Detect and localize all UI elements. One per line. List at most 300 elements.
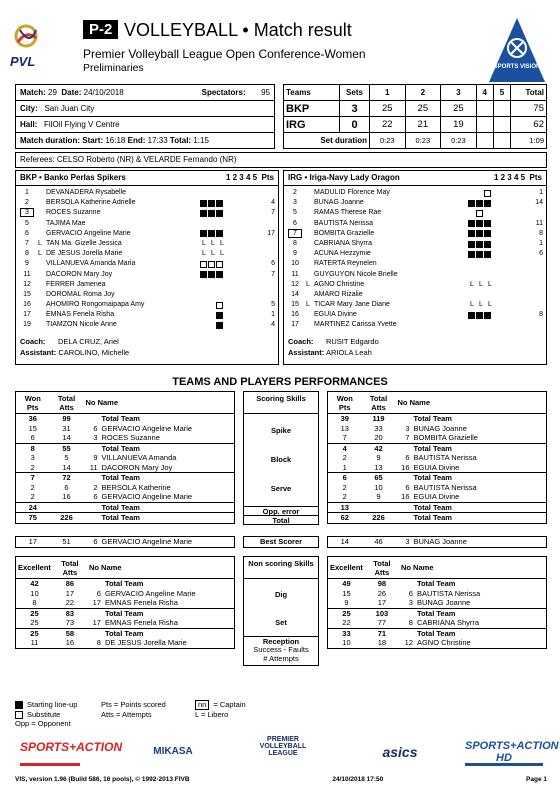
player-points: 8: [539, 311, 543, 319]
player-number: [396, 414, 412, 424]
total-attempts: 46: [374, 537, 383, 546]
libero-set-mark: L: [488, 301, 492, 309]
player-row: [284, 290, 546, 300]
no-header: No: [88, 563, 99, 572]
player-points: [258, 219, 278, 229]
libero-flag: [38, 280, 46, 290]
player-name: BERSOLA Katherine: [101, 482, 171, 492]
performances-title: TEAMS AND PLAYERS PERFORMANCES: [172, 376, 388, 388]
performance-row: [328, 618, 547, 628]
libero-flag: [306, 208, 314, 218]
player-points: [258, 249, 278, 259]
starter-square-icon: [468, 200, 475, 207]
player-row: [16, 208, 278, 218]
libero-flag: [38, 270, 46, 280]
best-scorer-row: [15, 536, 235, 548]
col-header: Won Pts: [328, 392, 362, 414]
performance-row: [16, 628, 235, 638]
libero-flag: [38, 208, 46, 218]
duration-label: Match duration:: [20, 136, 80, 145]
won-points: 2: [30, 482, 35, 492]
total-label: Total:: [169, 136, 192, 145]
set-duration: [493, 133, 510, 149]
substitute-square-icon: [216, 302, 223, 309]
hall-value: FilOil Flying V Centre: [44, 120, 120, 129]
empty-set-slot: [208, 312, 215, 319]
team-b-player-list: [284, 186, 546, 331]
player-name: DACORON Mary Joy: [101, 462, 173, 472]
libero-flag: [306, 249, 314, 259]
player-points: [258, 188, 278, 198]
total-attempts: 119: [372, 414, 385, 423]
player-number: 12: [23, 280, 31, 288]
substitute-square-icon: [216, 261, 223, 268]
team-code: IRG: [284, 117, 340, 133]
player-number: [87, 579, 103, 589]
player-name: EMNAS Fenela Risha: [104, 618, 178, 627]
total-attempts: 99: [62, 414, 71, 423]
player-name: BERSOLA Katherine Adrielle: [46, 199, 136, 207]
starter-square-icon: [15, 701, 23, 709]
total-attempts: 17: [65, 588, 75, 598]
player-points: 11: [535, 219, 543, 227]
player-number: [396, 502, 412, 513]
performance-row: [328, 638, 547, 648]
player-number: 16: [401, 462, 410, 472]
player-number: 9: [93, 453, 98, 462]
player-sets: [200, 280, 258, 290]
player-name: RAMAS Therese Rae: [314, 209, 382, 217]
player-row: [16, 229, 278, 239]
performance-row: [16, 453, 235, 463]
performance-table: [15, 556, 235, 649]
player-points: [258, 290, 278, 300]
player-name: DEVANADERA Rysabelle: [46, 189, 127, 196]
starter-square-icon: [200, 200, 207, 207]
no-header: No: [85, 398, 96, 407]
total-attempts: 83: [65, 608, 75, 618]
player-name: AHOMIRO Rongomaipapa Amy: [46, 301, 145, 309]
total-attempts: 103: [375, 608, 389, 618]
player-points: 1: [539, 189, 543, 196]
name-header: Name: [413, 563, 434, 572]
total-attempts: 10: [374, 482, 383, 492]
player-sets: [468, 239, 526, 249]
player-sets: [200, 300, 258, 310]
libero-flag: [306, 259, 314, 269]
player-name: Total Team: [413, 414, 452, 423]
won-points: 25: [30, 608, 39, 618]
player-name: BUNAG Joanne: [413, 423, 467, 433]
libero-set-mark: L: [220, 239, 224, 247]
total-attempts: [50, 502, 84, 513]
won-points: 2: [342, 482, 347, 492]
set-duration-label: Set duration: [284, 133, 370, 149]
player-number: 3: [93, 433, 98, 442]
team-a-roster: [15, 170, 279, 365]
player-number: 6: [93, 492, 98, 501]
total-attempts: 72: [62, 473, 71, 482]
player-sets: [468, 259, 526, 269]
coach-label: Coach:: [288, 337, 314, 346]
set-duration: 0:23: [441, 133, 477, 149]
performance-row: [16, 589, 235, 599]
player-name: MARTINEZ Carissa Yvette: [314, 321, 397, 329]
total-attempts: 20: [374, 433, 383, 442]
libero-set-mark: L: [220, 250, 224, 258]
performance-row: [328, 492, 547, 502]
player-points: 7: [271, 209, 275, 217]
skill-label: Spike: [270, 426, 291, 435]
player-row: [284, 229, 546, 239]
set-score: [476, 117, 493, 133]
skill-label: Reception: [244, 636, 318, 646]
total-attempts: 98: [377, 579, 387, 588]
player-number: 12: [404, 638, 413, 647]
starter-square-icon: [216, 200, 223, 207]
player-sets: [200, 270, 258, 280]
libero-flag: [38, 219, 46, 229]
won-points: 10: [30, 588, 39, 598]
name-header: Name: [409, 398, 431, 407]
player-sets: [468, 310, 526, 320]
player-row: [16, 300, 278, 310]
player-number: 10: [291, 260, 299, 268]
player-points: 5: [271, 301, 275, 309]
player-number: 8: [293, 239, 297, 247]
player-row: [16, 290, 278, 300]
won-points: 15: [342, 588, 351, 598]
starter-square-icon: [468, 220, 475, 227]
team-code: BKP: [284, 101, 340, 117]
performance-row: [328, 424, 547, 434]
total-attempts: 42: [374, 443, 383, 453]
start-label: Start:: [82, 136, 104, 145]
won-points: 14: [340, 537, 349, 546]
player-name: Total Team: [413, 473, 452, 482]
won-points: 2: [342, 453, 347, 462]
player-number: 8: [408, 618, 413, 627]
assistant-label: Assistant:: [288, 348, 325, 357]
player-sets: [468, 219, 526, 229]
team-b-assistant: ARIOLA Leah: [325, 348, 372, 357]
player-row: [16, 188, 278, 198]
won-points: 2: [30, 462, 35, 472]
player-points: [258, 280, 278, 290]
total-attempts: 55: [62, 443, 71, 453]
footer-version: VIS, version 1.96 (Build 586, 16 pools), © 1992-2013 FIVB: [15, 776, 190, 783]
starter-square-icon: [484, 230, 491, 237]
player-number: 3: [293, 199, 297, 207]
player-number: 17: [291, 321, 299, 329]
player-row: [284, 208, 546, 218]
assistant-label: Assistant:: [20, 348, 57, 357]
starter-square-icon: [216, 230, 223, 237]
starter-square-icon: [484, 220, 491, 227]
won-points: 22: [342, 618, 351, 627]
player-row: [284, 239, 546, 249]
pvl-logo-text: PVL: [10, 54, 36, 69]
score-row: [284, 101, 547, 117]
skill-label: Opp. error: [244, 506, 318, 516]
player-sets: [468, 188, 526, 198]
player-sets: [200, 320, 258, 330]
performance-row: [16, 424, 235, 434]
player-name: AGNO Christine: [314, 280, 365, 288]
starter-square-icon: [216, 312, 223, 319]
player-name: BUNAG Joanne: [416, 598, 471, 607]
performance-row: [328, 502, 547, 513]
best-scorer-label: Best Scorer: [243, 536, 319, 548]
won-points: 2: [30, 492, 35, 501]
player-number: 8: [96, 638, 101, 647]
starter-square-icon: [484, 241, 491, 248]
player-name: Total Team: [104, 579, 144, 588]
spectators-label: Spectators:: [201, 88, 246, 97]
player-name: VILLANUEVA Amanda Maria: [46, 260, 136, 268]
total-attempts: 26: [377, 588, 387, 598]
score-header: Total: [511, 85, 547, 101]
libero-flag: L: [38, 250, 42, 258]
player-name: AMARO Rizalie: [314, 290, 363, 298]
substitute-square-icon: [200, 261, 207, 268]
player-name: Total Team: [413, 502, 452, 512]
player-points: 4: [271, 199, 275, 207]
player-number: 14: [291, 290, 299, 298]
starter-square-icon: [208, 271, 215, 278]
won-points: 11: [30, 638, 39, 647]
player-name: MADULID Florence May: [314, 189, 390, 196]
legend: Starting line-up Pts = Points scored nn = Captain Substitute Atts = Attempts L = Libero Opp = Opponent: [15, 700, 246, 728]
player-sets: [200, 239, 258, 249]
sets-won: 3: [340, 101, 370, 117]
sponsor-logo-asics: asics: [382, 744, 418, 760]
score-header: 4: [476, 85, 493, 101]
empty-set-slot: [468, 210, 475, 217]
won-points: 8: [32, 598, 37, 607]
player-number: 11: [23, 270, 31, 278]
player-points: 6: [271, 260, 275, 268]
sets-won: 0: [340, 117, 370, 133]
starter-square-icon: [468, 312, 475, 319]
set-duration: [476, 133, 493, 149]
player-name: BUNAG Joanne: [413, 537, 467, 546]
player-number: 9: [293, 250, 297, 258]
player-number: 6: [408, 588, 413, 598]
set-score: 22: [370, 117, 406, 133]
player-row: [16, 320, 278, 330]
legend-opponent: Opp = Opponent: [15, 719, 71, 728]
scoring-skills-column: [243, 391, 319, 525]
set-score: [493, 117, 510, 133]
skill-label: Success - Faults: [253, 645, 309, 654]
performance-row: [16, 598, 235, 608]
won-points: 49: [342, 579, 351, 588]
legend-points: Pts = Points scored: [101, 700, 166, 709]
player-name: DACORON Mary Joy: [46, 270, 113, 278]
libero-flag: [306, 270, 314, 280]
col-header: [399, 557, 547, 579]
col-header: Total Atts: [362, 392, 396, 414]
player-row: [16, 310, 278, 320]
player-name: BUNAG Joanne: [314, 199, 364, 207]
player-sets: [468, 300, 526, 310]
player-points: [526, 300, 546, 310]
starter-square-icon: [468, 230, 475, 237]
player-number: 17: [23, 311, 31, 319]
won-points: 7: [30, 473, 35, 482]
player-number: [84, 502, 100, 513]
libero-set-mark: L: [479, 301, 483, 309]
skill-label: # Attempts: [263, 654, 299, 663]
player-points: [526, 259, 546, 269]
set-score: [476, 101, 493, 117]
sets-header: 1 2 3 4 5: [493, 173, 526, 182]
player-name: BAUTISTA Nerissa: [416, 588, 481, 598]
starter-square-icon: [216, 271, 223, 278]
substitute-square-icon: [15, 711, 23, 719]
libero-flag: [306, 239, 314, 249]
total-attempts: 14: [62, 433, 71, 442]
performance-row: [328, 579, 547, 589]
col-header: Excellent: [328, 557, 365, 579]
player-number: [84, 473, 100, 483]
player-name: GERVACIO Angeline Marie: [101, 537, 193, 546]
total-attempts: [362, 502, 396, 513]
player-points: [258, 239, 278, 249]
match-number: 29: [48, 88, 57, 97]
won-points: 39: [340, 414, 349, 423]
total-attempts: 226: [372, 513, 385, 522]
spectators-count: 95: [261, 88, 270, 97]
performance-table: [327, 391, 547, 524]
set-score: 25: [441, 101, 477, 117]
won-points: 33: [342, 628, 351, 638]
player-number: 3: [20, 208, 34, 217]
player-number: 2: [25, 199, 29, 207]
won-points: 24: [28, 502, 37, 512]
col-header: Total Atts: [365, 557, 399, 579]
won-points: 8: [30, 443, 35, 453]
total-attempts: 73: [65, 618, 75, 627]
player-number: [396, 513, 412, 524]
player-number: [396, 473, 412, 483]
player-points: 14: [535, 199, 543, 207]
total-attempts: 14: [62, 462, 71, 472]
set-score: 19: [441, 117, 477, 133]
performance-row: [16, 414, 235, 424]
name-header: Name: [97, 398, 119, 407]
player-name: BAUTISTA Nerissa: [314, 219, 373, 227]
starter-square-icon: [484, 200, 491, 207]
won-points: 15: [28, 423, 37, 433]
team-a-player-list: [16, 186, 278, 331]
player-sets: [200, 208, 258, 218]
player-number: [399, 628, 415, 638]
player-row: [16, 219, 278, 229]
starter-square-icon: [476, 251, 483, 258]
performance-row: [16, 502, 235, 513]
starter-square-icon: [200, 271, 207, 278]
competition-name: Premier Volleyball League Open Conference-Women: [83, 47, 366, 61]
empty-set-slot: [200, 302, 207, 309]
sports-vision-logo-text: SPORTS VISION: [493, 64, 541, 70]
set-duration: 0:23: [370, 133, 406, 149]
starter-square-icon: [208, 200, 215, 207]
player-name: GERVACIO Angeline Marie: [101, 492, 193, 501]
player-row: [284, 188, 546, 198]
skill-label: Serve: [270, 484, 292, 493]
libero-set-mark: L: [479, 280, 483, 288]
player-name: ROCES Suzanne: [101, 433, 160, 442]
set-score: 25: [405, 101, 441, 117]
libero-flag: [306, 290, 314, 300]
total-attempts: 31: [62, 423, 71, 433]
empty-set-slot: [468, 190, 475, 197]
player-name: DOROMAL Roma Joy: [46, 290, 115, 298]
player-number: 5: [25, 219, 29, 227]
player-name: Total Team: [101, 513, 140, 522]
libero-set-mark: L: [211, 239, 215, 247]
performance-row: [328, 608, 547, 618]
player-name: GUYGUYON Nicole Brielle: [314, 270, 398, 278]
coach-label: Coach:: [20, 337, 46, 346]
player-points: [526, 320, 546, 330]
legend-substitute: Substitute: [27, 710, 61, 719]
player-number: [396, 443, 412, 453]
player-name: Total Team: [413, 443, 452, 453]
substitute-square-icon: [484, 190, 491, 197]
player-sets: [200, 229, 258, 239]
skill-label: Dig: [274, 590, 288, 599]
total-attempts: 86: [65, 579, 75, 588]
starter-square-icon: [200, 230, 207, 237]
won-points: 6: [342, 473, 347, 482]
city-value: San Juan City: [44, 104, 95, 113]
skill-label: Set: [275, 618, 287, 627]
performance-row: [328, 483, 547, 493]
player-number: 7: [405, 433, 410, 442]
total-points: 75: [511, 101, 547, 117]
empty-set-slot: [484, 210, 491, 217]
won-points: 13: [340, 423, 349, 433]
no-header: No: [397, 398, 408, 407]
player-row: [284, 198, 546, 208]
player-name: TIAMZON Nicole Anne: [46, 321, 117, 329]
player-number: 6: [293, 219, 297, 227]
player-number: 1: [25, 189, 29, 196]
player-number: [399, 579, 415, 589]
player-number: 7: [25, 239, 29, 247]
player-number: 16: [401, 492, 410, 501]
starter-square-icon: [468, 251, 475, 258]
score-header: 2: [405, 85, 441, 101]
city-label: City:: [20, 104, 38, 113]
substitute-square-icon: [476, 210, 483, 217]
sponsor-logo-pvl: PREMIER VOLLEYBALL LEAGUE: [259, 736, 307, 757]
player-number: 7: [288, 229, 302, 238]
won-points: 7: [342, 433, 347, 442]
won-points: 62: [340, 513, 349, 522]
total-attempts: 18: [377, 638, 387, 647]
player-row: [16, 239, 278, 249]
performance-table: [15, 391, 235, 524]
player-row: [16, 259, 278, 269]
sponsor-text: SPORTS+ACTION HD: [465, 740, 559, 764]
player-row: [16, 270, 278, 280]
sponsor-bar: [15, 730, 559, 772]
empty-set-slot: [200, 312, 207, 319]
